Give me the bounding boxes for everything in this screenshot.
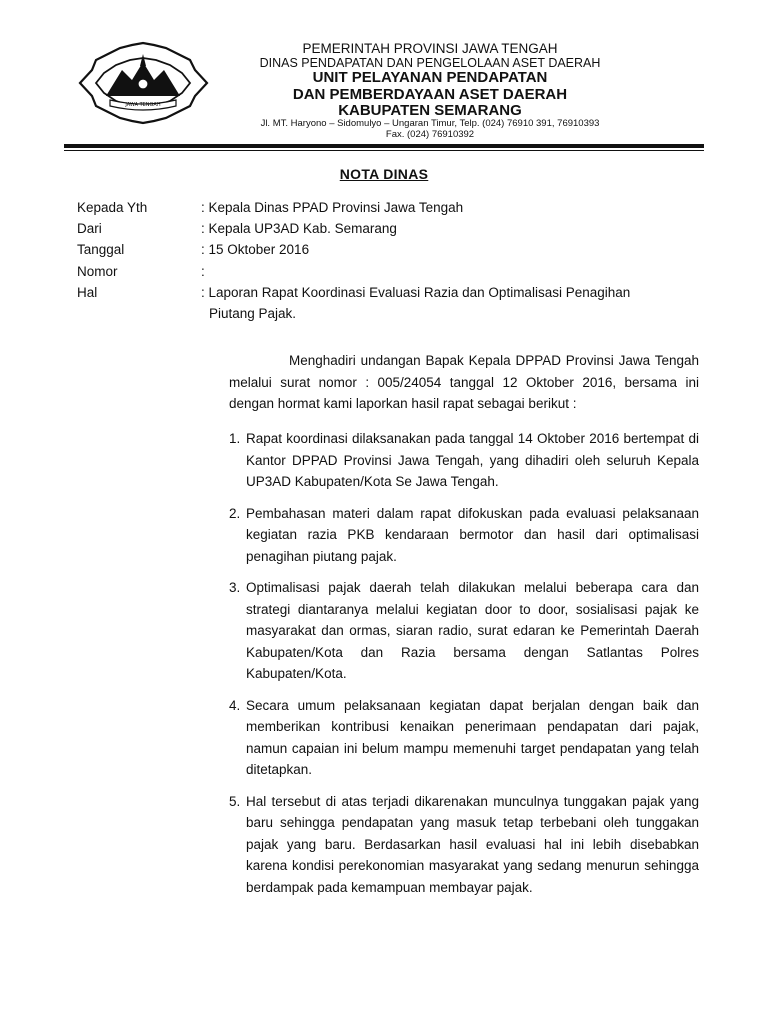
list-item-number: 3. [229, 580, 241, 595]
list-item [229, 503, 699, 568]
list-item-text: Pembahasan materi dalam rapat difokuskan pada evaluasi pelaksanaan kegiatan razia PKB kendaraan bermotor dan hasil dari optimalisasi penagihan piutang pajak. [246, 505, 699, 564]
list-item-number: 4. [229, 697, 241, 713]
letterhead-line-1: PEMERINTAH PROVINSI JAWA TENGAH [302, 41, 558, 56]
number-value: : [201, 264, 205, 279]
letterhead-line-4: DAN PEMBERDAYAAN ASET DAERAH [292, 86, 568, 103]
letterhead-divider-thin [64, 150, 704, 151]
list-item-text: Secara umum pelaksanaan kegiatan dapat berjalan dengan baik dan memberikan kontribusi kenaikan penerimaan pendapatan dari pajak, namun capaian ini belum mampu memenuhi target pendapatan yang telah ditetapkan. [246, 697, 699, 777]
to-value: : Kepala Dinas PPAD Provinsi Jawa Tengah [201, 200, 464, 215]
date-value: : 15 Oktober 2016 [201, 242, 310, 257]
letterhead-address: Jl. MT. Haryono – Sidomulyo – Ungaran Timur, Telp. (024) 76910 391, 76910393 [260, 118, 600, 129]
letterhead-line-3: UNIT PELAYANAN PENDAPATAN [312, 69, 548, 86]
subject-value-line-2: Piutang Pajak. [209, 306, 297, 321]
intro-paragraph: Menghadiri undangan Bapak Kepala DPPAD Provinsi Jawa Tengah melalui surat nomor : 005/24054 tanggal 12 Oktober 2016, bersama ini dengan hormat kami laporkan hasil rapat sebagai berikut : [229, 353, 699, 411]
list-item-number: 1. [229, 431, 241, 446]
subject-value-line-1: : Laporan Rapat Koordinasi Evaluasi Razia dan Optimalisasi Penagihan [201, 285, 631, 300]
letterhead-line-5: KABUPATEN SEMARANG [338, 102, 522, 119]
list-item-number: 2. [229, 505, 241, 521]
letterhead-divider-thick [64, 144, 704, 148]
subject-label: Hal [77, 285, 98, 300]
list-item-text: Rapat koordinasi dilaksanakan pada tanggal 14 Oktober 2016 bertempat di Kantor DPPAD Provinsi Jawa Tengah, yang dihadiri oleh seluruh Kepala UP3AD Kabupaten/Kota Se Jawa Tengah. [246, 431, 699, 489]
list-item [229, 791, 699, 899]
list-item [229, 577, 699, 685]
letterhead-fax: Fax. (024) 76910392 [385, 129, 475, 140]
document-title: NOTA DINAS [339, 166, 429, 182]
report-points-list [229, 428, 699, 908]
list-item-text: Hal tersebut di atas terjadi dikarenakan munculnya tunggakan pajak yang baru sehingga pendapatan yang masuk tetap terbebani oleh tunggakan pajak yang baru. Berdasarkan hasil evaluasi hal ini lebih disebabkan karena kondisi perekonomian masyarakat yang sedang menurun sehingga berdampak pada kemampuan membayar pajak. [246, 793, 699, 895]
number-label: Nomor [77, 264, 118, 279]
letterhead-line-2: DINAS PENDAPATAN DAN PENGELOLAAN ASET DAERAH [259, 56, 601, 70]
date-label: Tanggal [77, 242, 125, 257]
list-item-number: 5. [229, 793, 241, 809]
logo-text: JAWA TENGAH [125, 102, 161, 108]
list-item [229, 428, 699, 493]
list-item [229, 695, 699, 781]
to-label: Kepada Yth [77, 200, 148, 215]
list-item-text: Optimalisasi pajak daerah telah dilakukan melalui beberapa cara dan strategi diantaranya melalui kegiatan door to door, sosialisasi pajak ke masyarakat dan ormas, siaran radio, surat edaran ke Pemerintah Daerah Kabupaten/Kota dan Razia bersama dengan Satlantas Polres Kabupaten/Kota. [246, 580, 699, 681]
from-value: : Kepala UP3AD Kab. Semarang [201, 221, 397, 236]
provincial-emblem-icon [76, 40, 211, 126]
from-label: Dari [77, 221, 102, 236]
